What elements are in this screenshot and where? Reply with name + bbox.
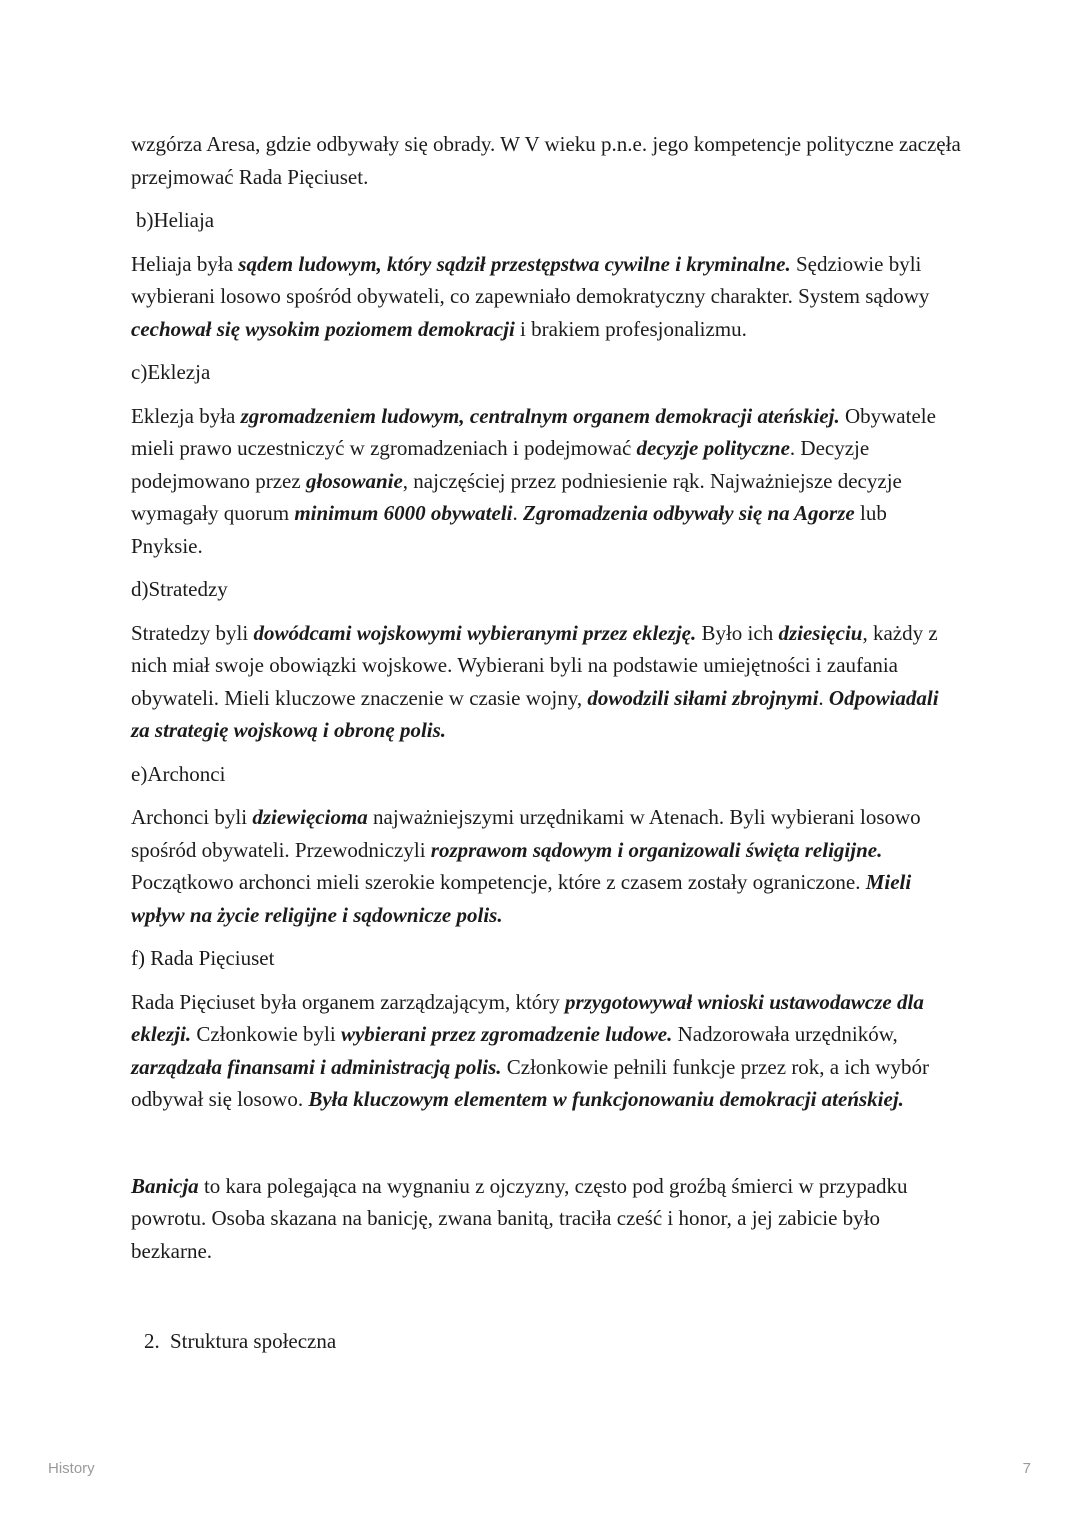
text-run: Struktura społeczna xyxy=(170,1329,337,1353)
text-run: to kara polegająca na wygnaniu z ojczyzny, często pod groźbą śmierci w przypadku powrotu. Osoba skazana na banicję, zwana banitą, traciła cześć i honor, a jej zabicie było bezkarne. xyxy=(131,1173,908,1263)
text-run: Było ich xyxy=(696,620,779,645)
text-run: Rada Pięciuset była organem zarządzającym, który xyxy=(131,989,566,1014)
document-body xyxy=(131,128,961,1369)
emphasized-text: wybierani przez zgromadzenie ludowe. xyxy=(340,1022,673,1046)
emphasized-text: cechował się wysokim poziomem demokracji xyxy=(131,316,515,341)
section-heading xyxy=(131,204,961,237)
emphasized-text: Odpowiadali za strategię wojskową i obronę polis. xyxy=(131,685,939,742)
paragraph xyxy=(131,1170,961,1268)
emphasized-text: Zgromadzenia odbywały się na Agorze xyxy=(523,501,855,525)
text-run: Nadzorowała urzędników, xyxy=(672,1022,898,1046)
text-run: wzgórza Aresa, gdzie odbywały się obrady. W V wieku p.n.e. jego kompetencje polityczne zaczęła przejmować Rada Pięciuset. xyxy=(131,132,961,189)
text-run: Stratedzy byli xyxy=(131,620,254,645)
text-run: Członkowie byli xyxy=(191,1022,341,1046)
emphasized-text: głosowanie xyxy=(305,468,403,493)
text-run: Obywatele mieli prawo uczestniczyć w zgromadzeniach i podejmować xyxy=(131,403,936,460)
text-run: Heliaja była xyxy=(131,251,239,276)
text-run: f) Rada Pięciuset xyxy=(131,946,275,970)
text-run: . Decyzje podejmowano przez xyxy=(131,436,870,493)
text-run: b)Heliaja xyxy=(136,208,215,232)
paragraph xyxy=(131,986,961,1116)
emphasized-text: przygotowywał wnioski ustawodawcze dla eklezji. xyxy=(131,989,924,1046)
section-heading xyxy=(131,573,961,606)
emphasized-text: dziewięcioma xyxy=(252,805,368,829)
emphasized-text: Była kluczowym elementem w funkcjonowaniu demokracji ateńskiej. xyxy=(308,1087,904,1111)
paragraph xyxy=(131,617,961,747)
text-run: c)Eklezja xyxy=(131,360,211,384)
text-run: . xyxy=(512,501,523,525)
text-run: najważniejszymi urzędnikami w Atenach. Byli wybierani losowo spośród obywateli. Przewodniczyli xyxy=(131,805,921,862)
section-heading xyxy=(131,356,961,389)
text-run: Archonci byli xyxy=(131,805,253,829)
emphasized-text: minimum 6000 obywateli xyxy=(294,501,513,525)
text-run: Eklezja była xyxy=(131,403,241,428)
section-heading xyxy=(131,942,961,975)
text-run: d)Stratedzy xyxy=(131,577,228,601)
spacer xyxy=(131,1127,961,1170)
paragraph xyxy=(131,801,961,931)
section-heading xyxy=(131,758,961,791)
emphasized-text: sądem ludowym, który sądził przestępstwa cywilne i kryminalne. xyxy=(238,251,791,276)
text-run: lub Pnyksie. xyxy=(131,501,887,558)
paragraph xyxy=(131,248,961,346)
text-run: , najczęściej przez podniesienie rąk. Najważniejsze decyzje wymagały quorum xyxy=(131,468,902,525)
paragraph xyxy=(131,400,961,563)
footer-title: History xyxy=(48,1460,95,1477)
emphasized-text: Mieli wpływ na życie religijne i sądownicze polis. xyxy=(131,870,912,927)
paragraph xyxy=(131,128,961,193)
text-run: , każdy z nich miał swoje obowiązki wojskowe. Wybierani byli na podstawie umiejętności i zaufania obywateli. Mieli kluczowe znaczenie w czasie wojny, xyxy=(131,620,938,710)
page-number: 7 xyxy=(1022,1460,1031,1477)
text-run: Członkowie pełnili funkcje przez rok, a ich wybór odbywał się losowo. xyxy=(131,1054,929,1111)
emphasized-text: dowódcami wojskowymi wybieranymi przez eklezję. xyxy=(253,620,697,645)
text-run: Sędziowie byli wybierani losowo spośród obywateli, co zapewniało demokratyczny charakter. System sądowy xyxy=(131,251,930,308)
spacer xyxy=(131,1278,961,1325)
text-run: e)Archonci xyxy=(131,761,226,786)
list-number: 2. xyxy=(144,1329,160,1353)
emphasized-text: zarządzała finansami i administracją polis. xyxy=(131,1054,502,1079)
emphasized-text: zgromadzeniem ludowym, centralnym organem demokracji ateńskiej. xyxy=(240,403,840,428)
text-run: i brakiem profesjonalizmu. xyxy=(514,316,747,341)
emphasized-text: rozprawom sądowym i organizowali święta religijne. xyxy=(430,837,883,862)
numbered-list-item xyxy=(131,1325,961,1358)
emphasized-text: dowodzili siłami zbrojnymi xyxy=(587,685,819,710)
text-run: . xyxy=(818,685,829,710)
text-run: Początkowo archonci mieli szerokie kompetencje, które z czasem zostały ograniczone. xyxy=(131,870,866,894)
emphasized-text: decyzje polityczne xyxy=(636,436,790,460)
emphasized-text: Banicja xyxy=(131,1173,199,1198)
emphasized-text: dziesięciu xyxy=(778,620,863,645)
